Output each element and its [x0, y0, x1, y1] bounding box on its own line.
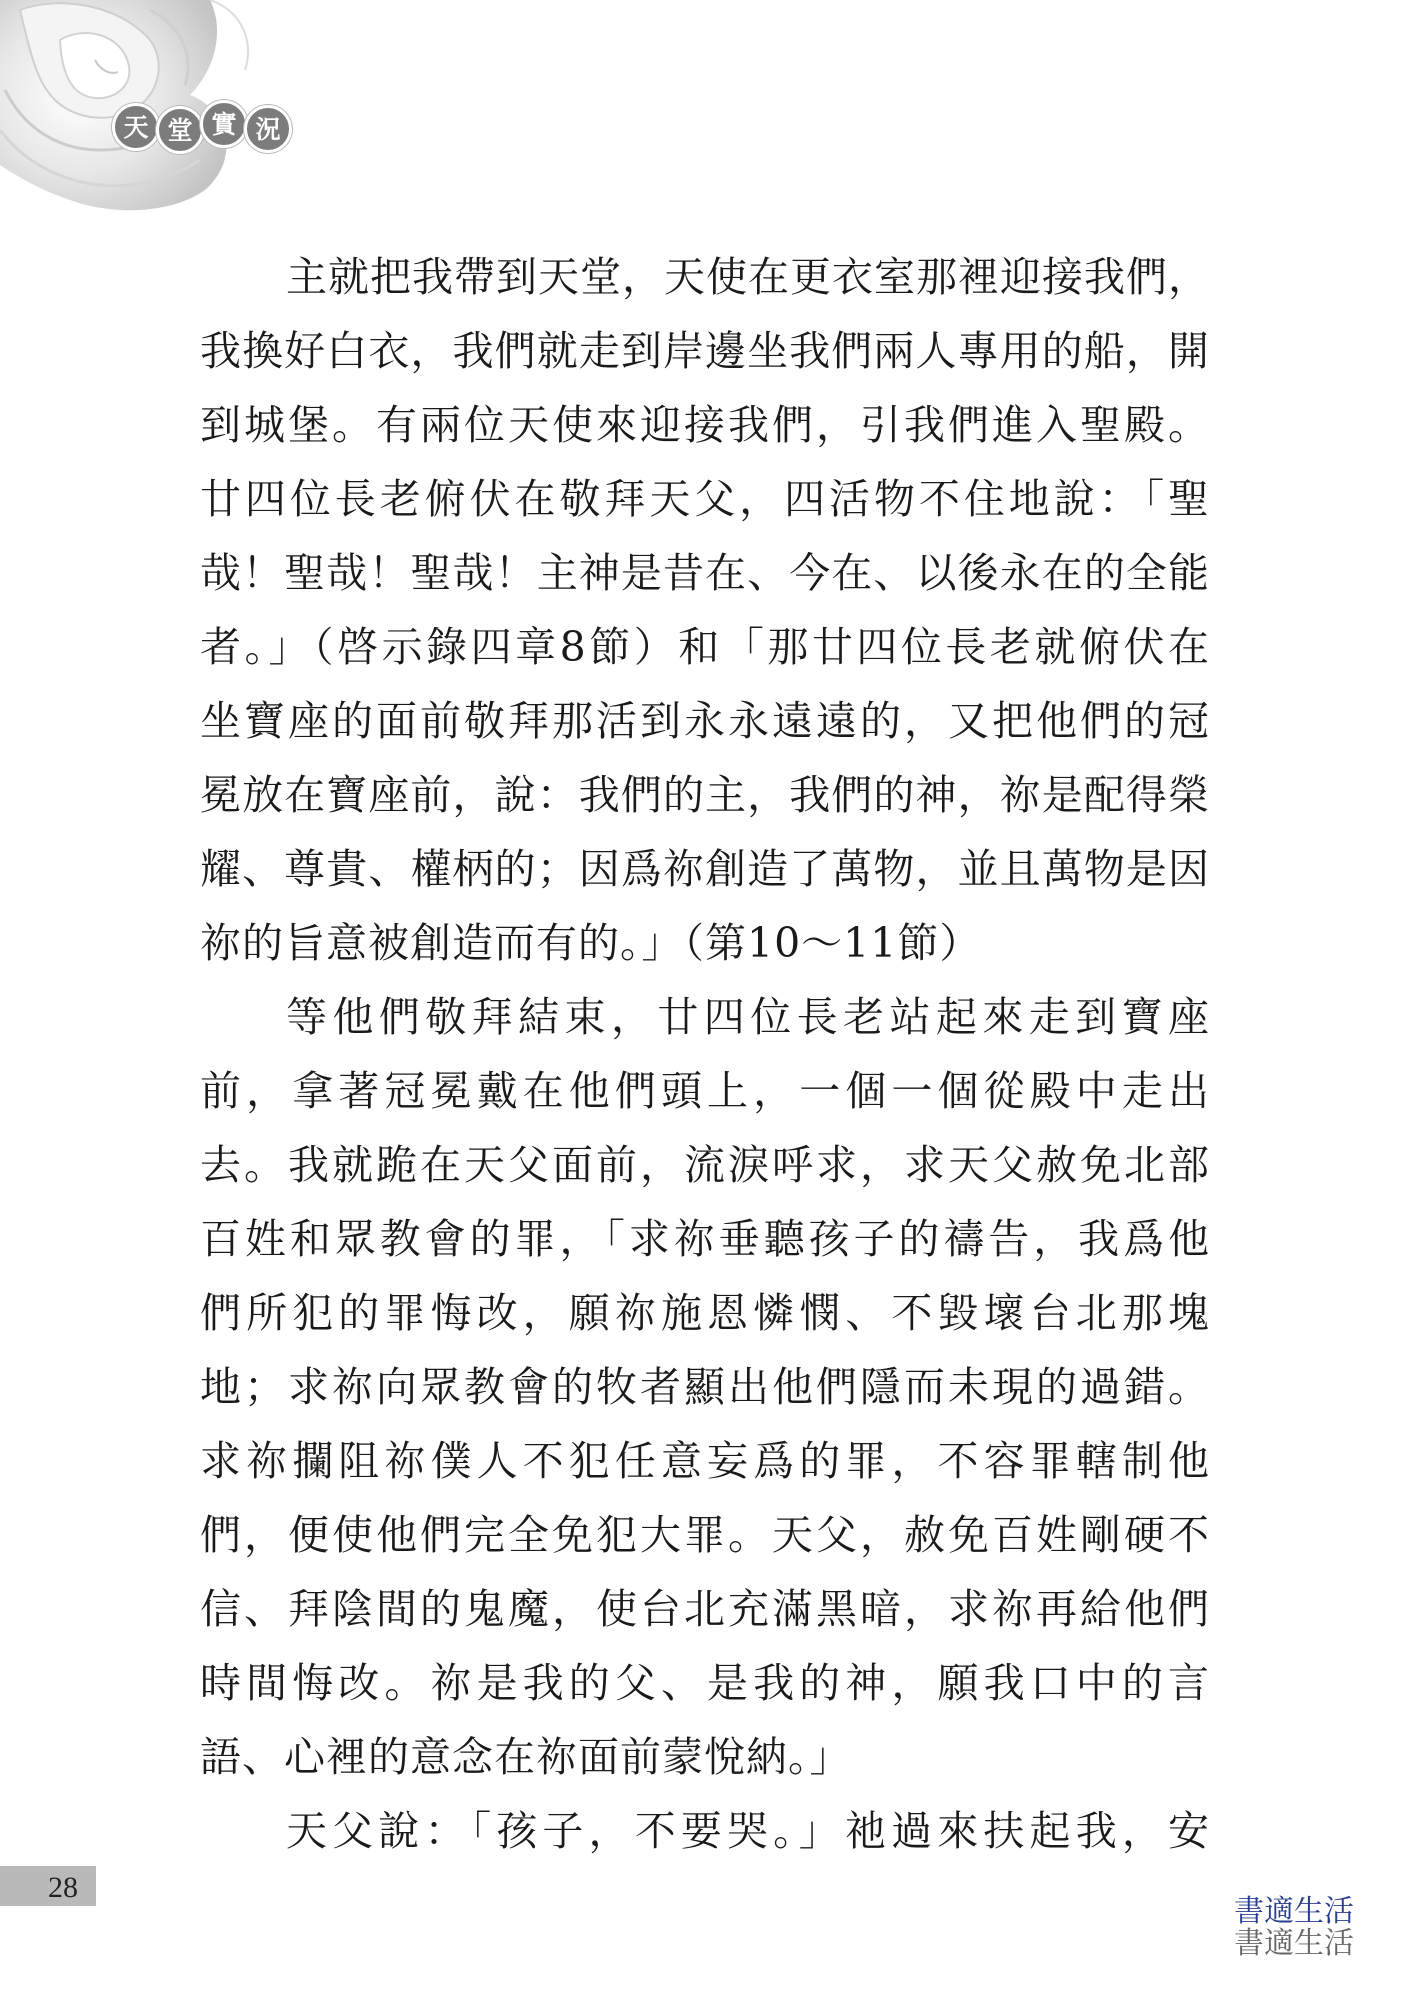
chapter-badge: 堂	[156, 106, 204, 154]
text-line: 主就把我帶到天堂，天使在更衣室那裡迎接我們，	[286, 253, 1210, 301]
text-line: 百姓和眾教會的罪，「求祢垂聽孩子的禱告，我爲他	[200, 1215, 1210, 1263]
text-line: 等他們敬拜結束，廿四位長老站起來走到寶座	[286, 993, 1210, 1041]
chapter-badge: 況	[244, 105, 292, 153]
text-line: 哉！聖哉！聖哉！主神是昔在、今在、以後永在的全能	[200, 549, 1210, 597]
text-line: 地；求祢向眾教會的牧者顯出他們隱而未現的過錯。	[200, 1363, 1210, 1411]
text-line: 天父說：「孩子，不要哭。」祂過來扶起我，安	[286, 1807, 1210, 1855]
text-line: 信、拜陰間的鬼魔，使台北充滿黑暗，求祢再給他們	[200, 1585, 1210, 1633]
text-line: 時間悔改。祢是我的父、是我的神，願我口中的言	[200, 1659, 1210, 1707]
text-line: 們，便使他們完全免犯大罪。天父，赦免百姓剛硬不	[200, 1511, 1210, 1559]
text-line: 前，拿著冠冕戴在他們頭上，一個一個從殿中走出	[200, 1067, 1210, 1115]
text-line: 冕放在寶座前，說：我們的主，我們的神，祢是配得榮	[200, 771, 1210, 819]
text-line: 祢的旨意被創造而有的。」（第10～11節）	[200, 919, 982, 967]
chapter-badge: 天	[112, 103, 160, 151]
chapter-badge: 實	[200, 100, 248, 148]
text-line: 我換好白衣，我們就走到岸邊坐我們兩人專用的船，開	[200, 327, 1210, 375]
text-line: 求祢攔阻祢僕人不犯任意妄爲的罪，不容罪轄制他	[200, 1437, 1210, 1485]
text-line: 到城堡。有兩位天使來迎接我們，引我們進入聖殿。	[200, 401, 1210, 449]
body-text	[200, 240, 1210, 1868]
page-number: 28	[48, 1871, 78, 1904]
text-line: 語、心裡的意念在祢面前蒙悅納。」	[200, 1733, 852, 1781]
text-line: 去。我就跪在天父面前，流淚呼求，求天父赦免北部	[200, 1141, 1210, 1189]
text-line: 坐寶座的面前敬拜那活到永永遠遠的，又把他們的冠	[200, 697, 1210, 745]
brand-name-primary: 書適生活	[1234, 1894, 1354, 1929]
text-line: 廿四位長老俯伏在敬拜天父，四活物不住地說：「聖	[200, 475, 1210, 523]
text-line: 者。」（啓示錄四章8節）和「那廿四位長老就俯伏在	[200, 623, 1210, 671]
chapter-title-badges	[112, 100, 288, 154]
brand-name-secondary: 書適生活	[1234, 1926, 1354, 1961]
text-line: 們所犯的罪悔改，願祢施恩憐憫、不毀壞台北那塊	[200, 1289, 1210, 1337]
text-line: 耀、尊貴、權柄的；因爲祢創造了萬物，並且萬物是因	[200, 845, 1210, 893]
publisher-brand	[1234, 1896, 1354, 1960]
